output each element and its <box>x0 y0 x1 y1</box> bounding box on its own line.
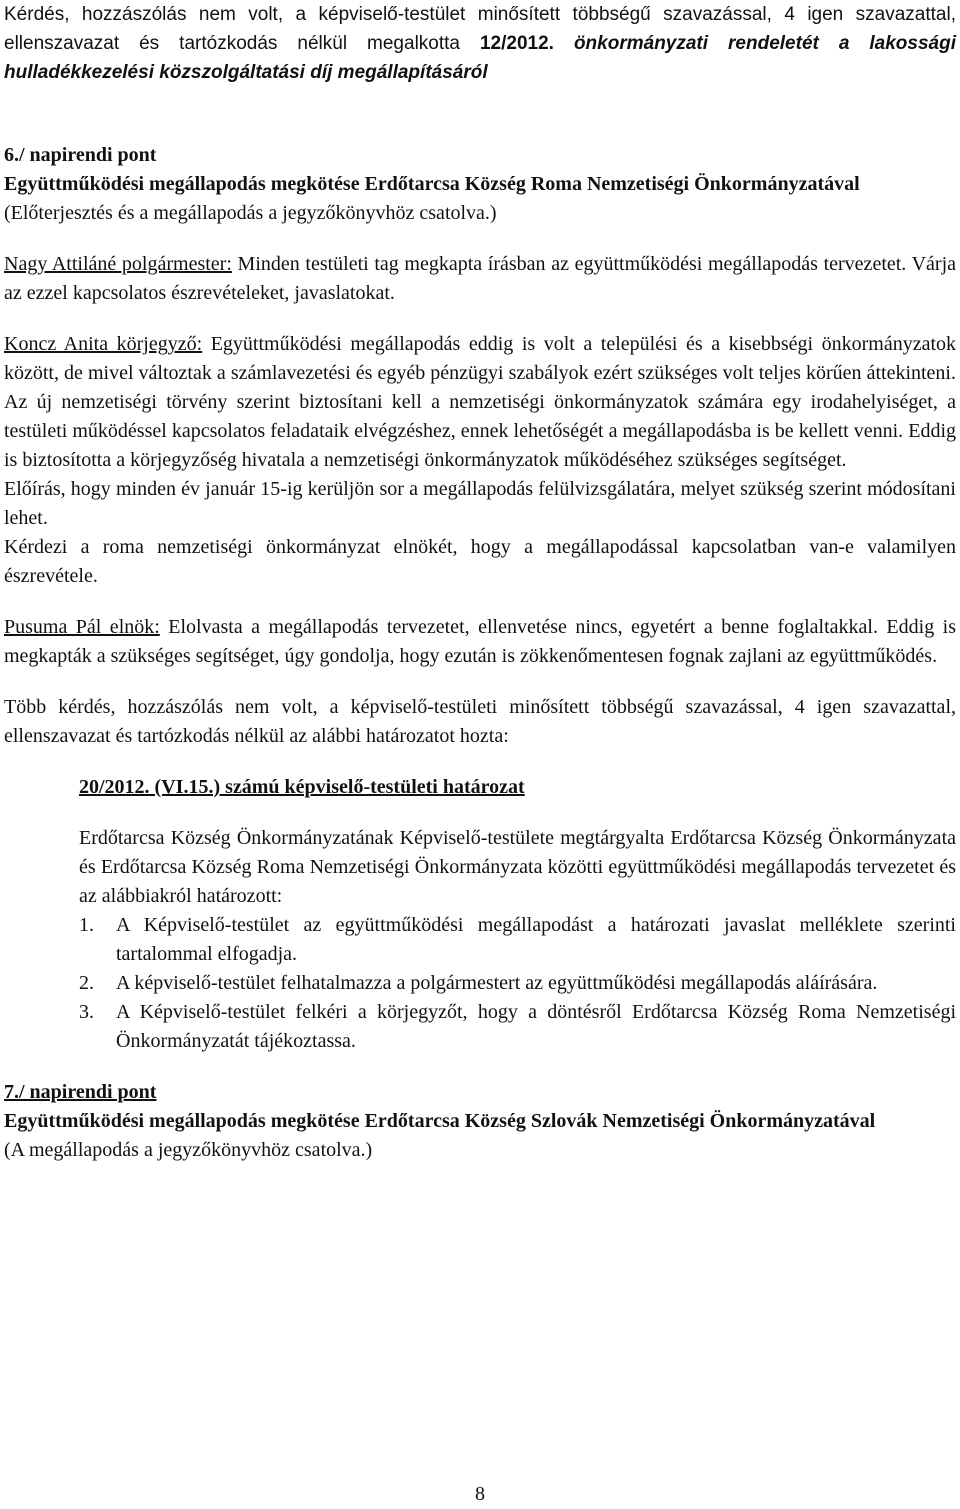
intro-paragraph <box>4 0 956 87</box>
decree-title: önkormányzati rendeletét a lakossági hulladékkezelési közszolgáltatási díj megállapításáról <box>4 33 956 83</box>
resolution-items <box>4 911 956 1056</box>
speech-text: Együttműködési megállapodás eddig is volt a települési és a kisebbségi önkormányzatok között, de mivel változtak a számlavezetési és egyéb pénzügyi szabályok ezért szükséges volt teljes körűen áttekinteni. Az új nemzetiségi törvény szerint biztosítani kell a nemzetiségi önkormányzatok számára egy irodahelyiséget, a testületi működéssel kapcsolatos feladataik elvégzéshez, ennek lehetőségét a megállapodásba is be kellett venni. Eddig is biztosította a körjegyzőség hivatala a nemzetiségi önkormányzatok működéséhez szükséges segítséget. <box>4 333 957 471</box>
item6-note: (Előterjesztés és a megállapodás a jegyzőkönyvhöz csatolva.) <box>4 202 497 224</box>
item7-title: Együttműködési megállapodás megkötése Erdőtarcsa Község Szlovák Nemzetiségi Önkormányzatával <box>4 1110 876 1132</box>
decree-number: 12/2012. <box>479 33 554 54</box>
item6-title: Együttműködési megállapodás megkötése Erdőtarcsa Község Roma Nemzetiségi Önkormányzatával <box>4 173 860 195</box>
speech-text: Elolvasta a megállapodás tervezetet, ellenvetése nincs, egyetért a benne foglaltakkal. Eddig is megkapták a szükséges segítséget, úgy gondolja, hogy ezután is zökkenőmentesen fognak zajlani az együttműködés. <box>4 616 957 667</box>
list-item <box>4 911 956 969</box>
speech-notary <box>4 330 956 475</box>
item-text: A Képviselő-testület felkéri a körjegyzőt, hogy a döntésről Erdőtarcsa Község Roma Nemzetiségi Önkormányzatát tájékoztassa. <box>116 1001 956 1052</box>
item-text: A Képviselő-testület az együttműködési megállapodást a határozati javaslat melléklete szerinti tartalommal elfogadja. <box>116 914 956 965</box>
item7-heading: 7./ napirendi pont <box>4 1081 157 1103</box>
speaker-name: Nagy Attiláné polgármester: <box>4 253 232 275</box>
page-number: 8 <box>475 1483 485 1505</box>
item-number: 2. <box>79 972 94 994</box>
resolution-intro: Erdőtarcsa Község Önkormányzatának Képviselő-testülete megtárgyalta Erdőtarcsa Község Önkormányzata és Erdőtarcsa Község Roma Nemzetiségi Önkormányzata közötti együttműködési megállapodás tervezetet és az alábbiakról határozott: <box>79 827 956 907</box>
speaker-name: Koncz Anita körjegyző: <box>4 333 203 355</box>
item-number: 1. <box>79 914 94 936</box>
speech-text: Minden testületi tag megkapta írásban az együttműködési megállapodás tervezetet. Várja az ezzel kapcsolatos észrevételeket, javaslatokat. <box>4 253 956 304</box>
item6-heading: 6./ napirendi pont <box>4 144 157 166</box>
vote-paragraph: Több kérdés, hozzászólás nem volt, a képviselő-testületi minősített többségű szavazással, 4 igen szavazattal, ellenszavazat és tartózkodás nélkül az alábbi határozatot hozta: <box>4 696 956 747</box>
intro-vote-text: Kérdés, hozzászólás nem volt, a képviselő-testület minősített többségű szavazással, 4 igen szavazattal, ellenszavazat és tartózkodás nélkül megalkotta <box>4 4 956 54</box>
resolution-title: 20/2012. (VI.15.) számú képviselő-testületi határozat <box>79 776 525 798</box>
item7-note: (A megállapodás a jegyzőkönyvhöz csatolva.) <box>4 1139 373 1161</box>
speech-mayor <box>4 250 956 308</box>
item-text: A képviselő-testület felhatalmazza a polgármestert az együttműködési megállapodás aláírására. <box>116 972 878 994</box>
item-number: 3. <box>79 1001 94 1023</box>
speech-notary-extra: Előírás, hogy minden év január 15-ig kerüljön sor a megállapodás felülvizsgálatára, melyet szükség szerint módosítani lehet. <box>4 478 956 529</box>
speaker-name: Pusuma Pál elnök: <box>4 616 160 638</box>
speech-president <box>4 613 956 671</box>
speech-notary-question: Kérdezi a roma nemzetiségi önkormányzat elnökét, hogy a megállapodással kapcsolatban van-e valamilyen észrevétele. <box>4 536 956 587</box>
list-item <box>4 998 956 1056</box>
list-item <box>4 969 956 998</box>
document-page <box>4 0 956 1165</box>
